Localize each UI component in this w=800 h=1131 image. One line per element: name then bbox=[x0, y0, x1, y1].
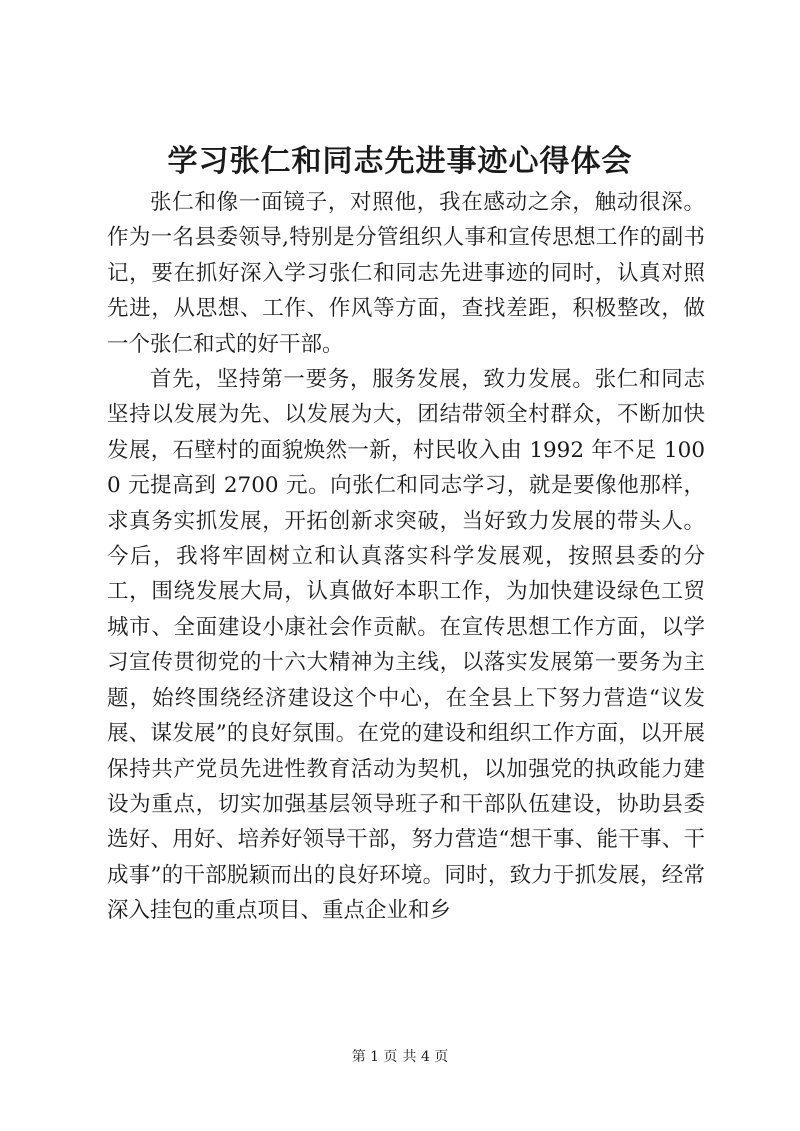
paragraph-intro: 张仁和像一面镜子，对照他，我在感动之余，触动很深。作为一名县委领导,特别是分管组织人事和宣传思想工作的副书记，要在抓好深入学习张仁和同志先进事迹的同时，认真对照先进，从思想、工作、作风等方面，查找差距，积极整改，做一个张仁和式的好干部。 bbox=[107, 190, 705, 357]
page-number: 第 1 页 bbox=[351, 1049, 398, 1065]
page-footer bbox=[0, 1047, 800, 1067]
document-body bbox=[107, 185, 705, 929]
page-total: 共 4 页 bbox=[402, 1049, 449, 1065]
document-title: 学习张仁和同志先进事迹心得体会 bbox=[167, 144, 633, 179]
paragraph-first-point: 首先，坚持第一要务，服务发展，致力发展。张仁和同志坚持以发展为先、以发展为大，团结带领全村群众，不断加快发展，石壁村的面貌焕然一新，村民收入由 1992 年不足 1000 元提高到 2700 元。向张仁和同志学习，就是要像他那样，求真务实抓发展，开拓创新求突破，当好致力发展的带头人。今后，我将牢固树立和认真落实科学发展观，按照县委的分工，围绕发展大局，认真做好本职工作，为加快建设绿色工贸城市、全面建设小康社会作贡献。在宣传思想工作方面，以学习宣传贯彻党的十六大精神为主线，以落实发展第一要务为主题，始终围绕经济建设这个中心，在全县上下努力营造“议发展、谋发展”的良好氛围。在党的建设和组织工作方面，以开展保持共产党员先进性教育活动为契机，以加强党的执政能力建设为重点，切实加强基层领导班子和干部队伍建设，协助县委选好、用好、培养好领导干部，努力营造“想干事、能干事、干成事”的干部脱颖而出的良好环境。同时，致力于抓发展，经常深入挂包的重点项目、重点企业和乡 bbox=[107, 367, 705, 924]
